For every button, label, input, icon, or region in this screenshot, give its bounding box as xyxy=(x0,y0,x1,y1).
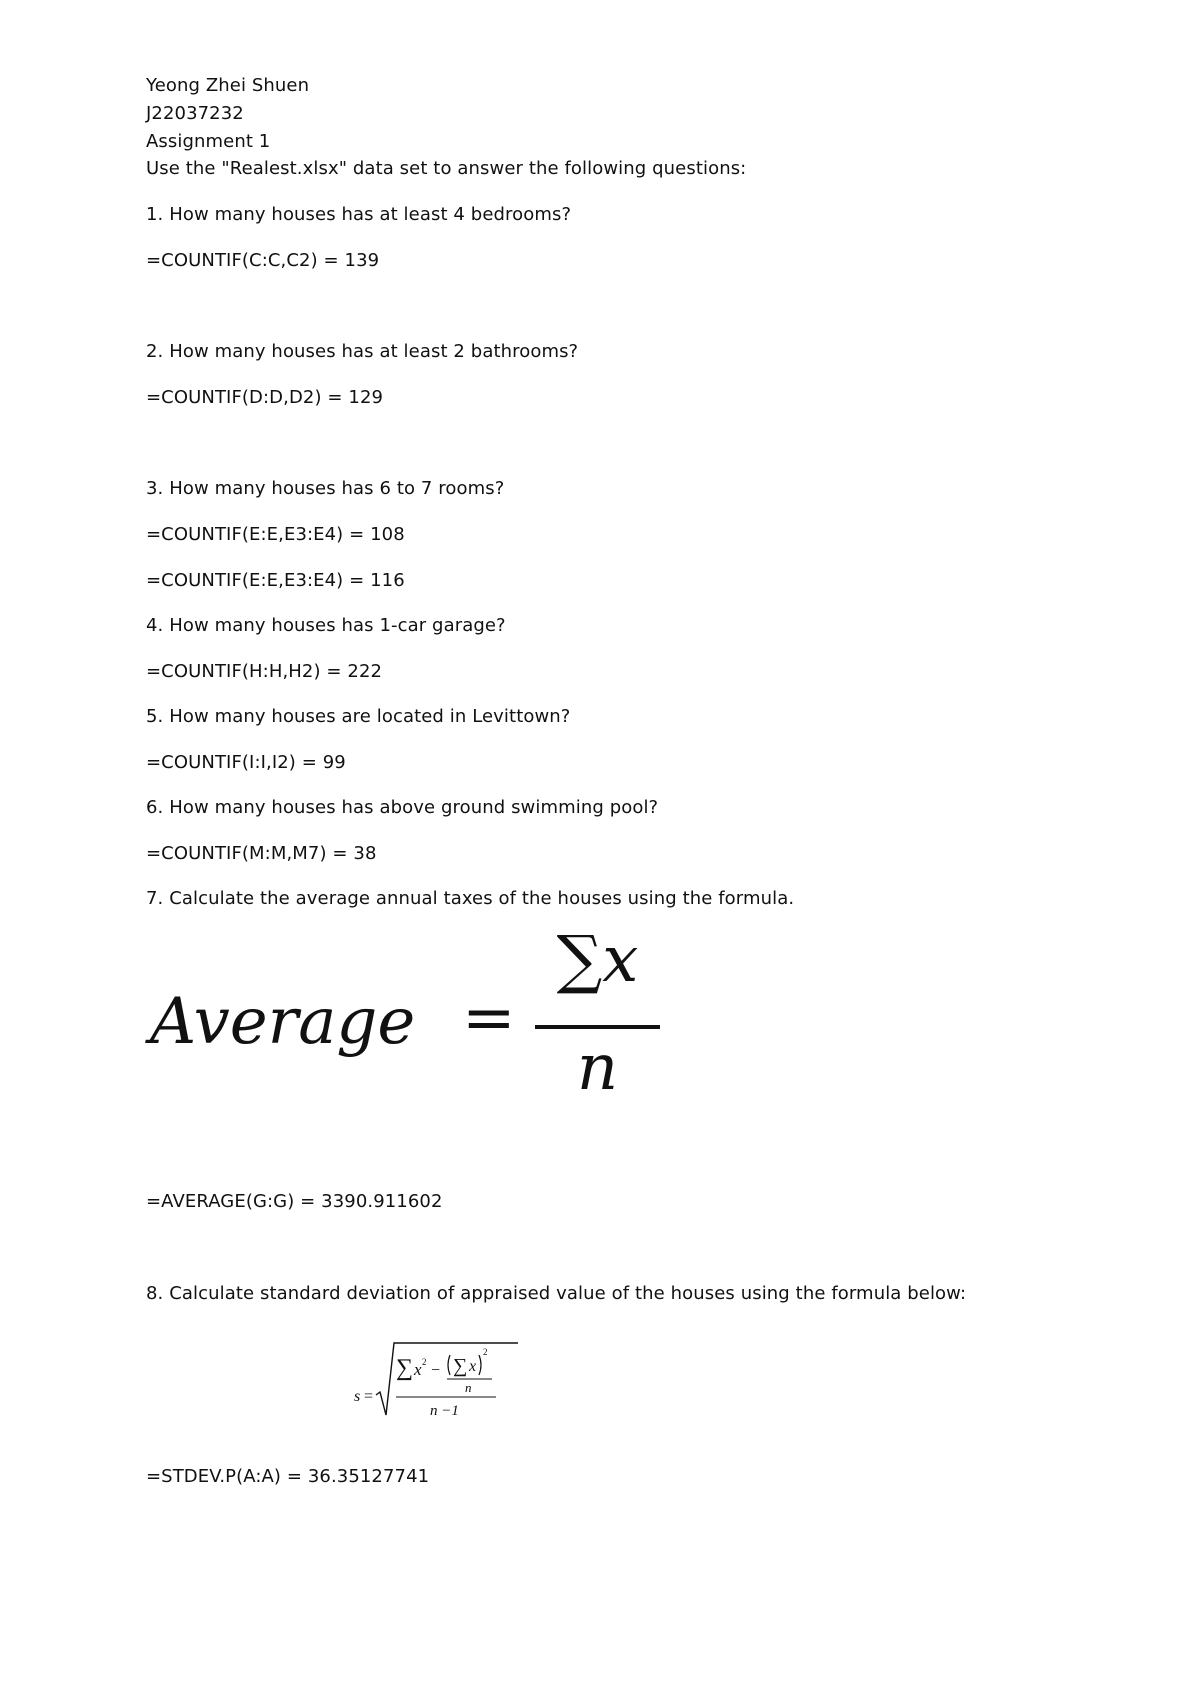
answer-3b: =COUNTIF(E:E,E3:E4) = 116 xyxy=(146,570,405,591)
stdev-s: s xyxy=(354,1388,361,1405)
stdev-formula-graphic xyxy=(350,1335,530,1425)
fraction-bar xyxy=(535,1025,660,1029)
average-lhs: Average xyxy=(150,985,416,1059)
answer-6: =COUNTIF(M:M,M7) = 38 xyxy=(146,843,377,864)
question-2: 2. How many houses has at least 2 bathrooms? xyxy=(146,341,579,362)
answer-7: =AVERAGE(G:G) = 3390.911602 xyxy=(146,1191,443,1212)
paren-right xyxy=(479,1355,481,1375)
stdev-x-1: x xyxy=(414,1360,422,1379)
sigma-symbol: ∑ xyxy=(556,923,603,997)
stdev-sq-2: 2 xyxy=(483,1347,488,1357)
stdev-minus: − xyxy=(431,1362,441,1379)
average-denominator: n xyxy=(576,1031,619,1105)
stdev-equals: = xyxy=(364,1388,374,1405)
paren-left xyxy=(448,1355,450,1375)
average-numerator xyxy=(535,925,660,995)
average-equals: = xyxy=(462,981,516,1055)
stdev-inner-n: n xyxy=(465,1380,472,1395)
author-name: Yeong Zhei Shuen xyxy=(146,75,310,96)
student-id: J22037232 xyxy=(146,103,244,124)
question-1: 1. How many houses has at least 4 bedrooms? xyxy=(146,204,572,225)
stdev-x-2: x xyxy=(469,1358,477,1375)
average-formula xyxy=(150,925,670,1105)
answer-5: =COUNTIF(I:I,I2) = 99 xyxy=(146,752,346,773)
stdev-formula xyxy=(350,1335,530,1425)
stdev-sq-1: 2 xyxy=(422,1357,427,1367)
numerator-variable: x xyxy=(602,923,639,997)
answer-3a: =COUNTIF(E:E,E3:E4) = 108 xyxy=(146,524,405,545)
stdev-sigma-1: ∑ xyxy=(396,1355,414,1381)
answer-8: =STDEV.P(A:A) = 36.35127741 xyxy=(146,1466,430,1487)
question-8: 8. Calculate standard deviation of appraised value of the houses using the formula below: xyxy=(146,1283,967,1304)
answer-2: =COUNTIF(D:D,D2) = 129 xyxy=(146,387,384,408)
stdev-sigma-2: ∑ xyxy=(453,1355,468,1377)
question-4: 4. How many houses has 1-car garage? xyxy=(146,615,506,636)
instruction-text: Use the "Realest.xlsx" data set to answer the following questions: xyxy=(146,158,747,179)
question-7: 7. Calculate the average annual taxes of the houses using the formula. xyxy=(146,888,795,909)
answer-1: =COUNTIF(C:C,C2) = 139 xyxy=(146,250,380,271)
stdev-denominator: n −1 xyxy=(430,1403,459,1419)
answer-4: =COUNTIF(H:H,H2) = 222 xyxy=(146,661,383,682)
assignment-title: Assignment 1 xyxy=(146,131,271,152)
question-3: 3. How many houses has 6 to 7 rooms? xyxy=(146,478,505,499)
question-6: 6. How many houses has above ground swimming pool? xyxy=(146,797,659,818)
question-5: 5. How many houses are located in Levittown? xyxy=(146,706,571,727)
